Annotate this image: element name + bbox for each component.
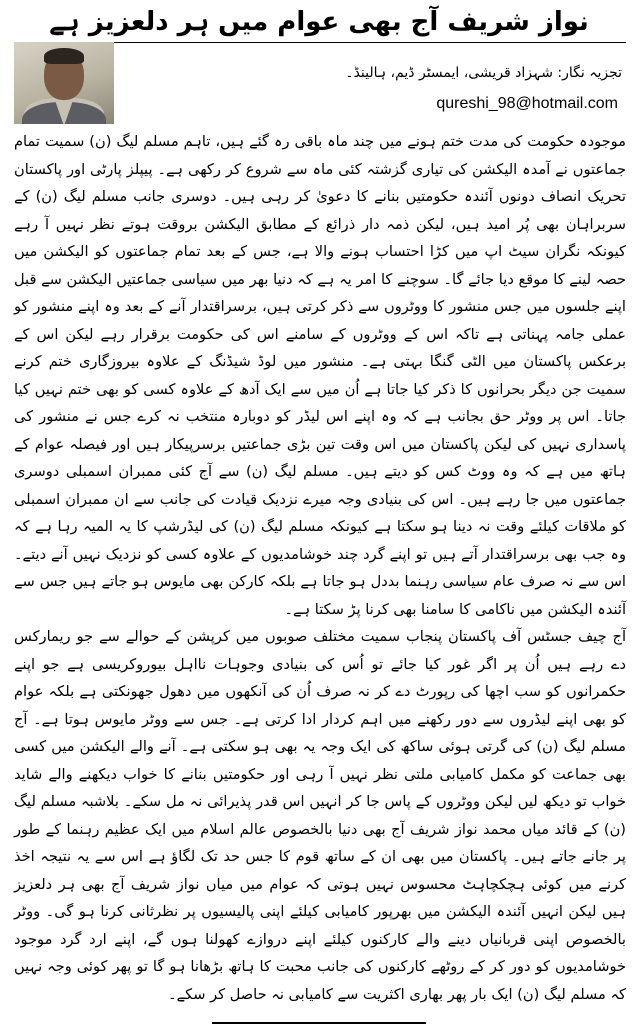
author-byline: تجزیہ نگار: شہزاد قریشی، ایمسٹر ڈیم، ہالینڈ۔ (345, 65, 622, 81)
author-photo (14, 42, 114, 124)
footer-divider (212, 1022, 426, 1024)
article-paragraph-1: موجودہ حکومت کی مدت ختم ہونے میں چند ماہ باقی رہ گئے ہیں، تاہم مسلم لیگ (ن) سمیت تمام جماعتوں نے آمدہ الیکشن کی تیاری گزشتہ کئی ماہ سے شروع کر رکھی ہے۔ پیپلز پارٹی اور پاکستان تحریک انصاف دونوں آئندہ حکومتیں بنانے کا دعویٰ کر رہی ہیں۔ دوسری جانب مسلم لیگ (ن) کے سربراہان بھی پُر امید ہیں، لیکن ذمہ دار ذرائع کے مطابق الیکشن بروقت ہوتے نظر نہیں آ رہے کیونکہ نگران سیٹ اپ میں کڑا احتساب ہونے والا ہے، جس کے بعد تمام جماعتوں کو الیکشن میں حصہ لینے کا موقع دیا جائے گا۔ سوچنے کا امر یہ ہے کہ دنیا بھر میں سیاسی جماعتیں الیکشن سے قبل اپنے جلسوں میں جس منشور کا ووٹروں سے ذکر کرتی ہیں، برسراقتدار آنے کے بعد وہ اپنے منشور کو عملی جامہ پہناتی ہے تاکہ اس کے ووٹروں کے سامنے اس کی حکومت برقرار رہے لیکن اس کے برعکس پاکستان میں الٹی گنگا بہتی ہے۔ منشور میں لوڈ شیڈنگ کے علاوہ بیروزگاری ختم کرنے سمیت جن دیگر بحرانوں کا ذکر کیا جاتا ہے اُن میں سے ایک آدھ کے علاوہ کسی کو بھی ختم نہیں کیا جاتا۔ اس پر ووٹر حق بجانب ہے کہ وہ اپنے اس لیڈر کو دوبارہ منتخب نہ کرے جس نے منشور کی پاسداری نہیں کی لیکن پاکستان میں اس وقت تین بڑی جماعتیں برسرپیکار ہیں اور فیصلہ عوام کے ہاتھ میں ہے کہ وہ ووٹ کس کو دیتے ہیں۔ مسلم لیگ (ن) سے آج کئی ممبران اسمبلی دوسری جماعتوں میں جا رہے ہیں۔ اس کی بنیادی وجہ میرے نزدیک قیادت کی جانب سے ان ممبران اسمبلی کو ملاقات کیلئے وقت نہ دینا ہو سکتا ہے کیونکہ مسلم لیگ (ن) کی لیڈرشپ کا یہ المیہ رہا ہے کہ وہ جب بھی برسراقتدار آتے ہیں تو اپنے گرد چند خوشامدیوں کے علاوہ کسی کو نزدیک نہیں آنے دیتے۔ اس سے نہ صرف عام سیاسی رہنما بددل ہو جاتا ہے بلکہ کارکن بھی مایوس ہو جاتے ہیں جس سے آئندہ الیکشن میں ناکامی کا سامنا بھی کرنا پڑ سکتا ہے۔ (14, 133, 626, 618)
article-body (14, 128, 626, 1008)
author-email: qureshi_98@hotmail.com (436, 95, 618, 112)
article-headline: نواز شریف آج بھی عوام میں ہر دلعزیز ہے (49, 7, 589, 37)
photo-hair-shape (44, 48, 84, 64)
article-paragraph-2: آج چیف جسٹس آف پاکستان پنجاب سمیت مختلف صوبوں میں کرپشن کے حوالے سے جو ریمارکس دے رہے ہیں اُن پر اگر غور کیا جائے تو اُس کی بنیادی وجوہات نااہل بیوروکریسی ہے جو اپنے حکمرانوں کو سب اچھا کی رپورٹ دے کر نہ صرف اُن کی آنکھوں میں دھول جھونکتی ہے بلکہ عوام کو بھی اپنے لیڈروں سے دور رکھنے میں اہم کردار ادا کرتی ہے۔ جس سے ووٹر مایوس ہوتا ہے۔ آج مسلم لیگ (ن) کی گرتی ہوئی ساکھ کی ایک وجہ یہ بھی ہو سکتی ہے۔ آنے والے الیکشن میں کسی بھی جماعت کو مکمل کامیابی ملتی نظر نہیں آ رہی اور حکومتیں بنانے کا خواب دیکھنے والے شاید خواب تو دیکھ لیں لیکن ووٹروں کے پاس جا کر انہیں اس قدر پذیرائی نہ مل سکے۔ بلاشبہ مسلم لیگ (ن) کے قائد میاں محمد نواز شریف آج بھی دنیا بالخصوص عالم اسلام میں ایک عظیم رہنما کے طور پر جانے جاتے ہیں۔ پاکستان میں بھی ان کے ساتھ قوم کا جس حد تک لگاؤ ہے اس سے یہ نتیجہ اخذ کرنے میں کوئی ہچکچاہٹ محسوس نہیں ہوتی کہ عوام میں میاں نواز شریف آج بھی ہر دلعزیز ہیں لیکن انہیں آئندہ الیکشن میں بھرپور کامیابی کیلئے اپنی پالیسیوں پر نظرثانی کرنا ہو گی۔ ووٹر بالخصوص اپنی قربانیاں دینے والے کارکنوں کیلئے اپنے دروازے کھولنا ہوں گے، اپنے ارد گرد موجود خوشامدیوں کو دور کر کے روٹھے کارکنوں کی جانب محبت کا ہاتھ بڑھانا ہو گا تو پھر کوئی وجہ نہیں کہ مسلم لیگ (ن) ایک بار پھر بھاری اکثریت سے کامیابی نہ حاصل کر سکے۔ (14, 628, 626, 1003)
